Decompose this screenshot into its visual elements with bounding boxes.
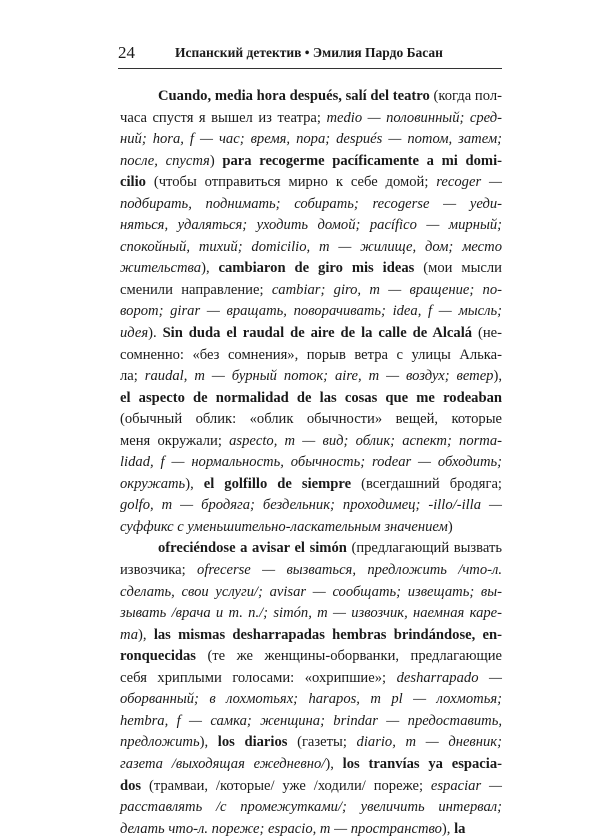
translation-text: (предлагающий вызвать (346, 540, 503, 557)
translation-text: (не- (472, 325, 502, 342)
translation-text: (обычный облик: «облик обычности» вещей, которые (120, 411, 502, 428)
translation-text: ), (185, 475, 204, 492)
text-line (120, 474, 502, 496)
translation-text: ). (148, 325, 163, 342)
glossary-note: делать что-л. пореже; espacio, m — пространство (120, 820, 442, 837)
glossary-note: golfo, m — бродяга; бездельник; проходимец; -illo/-illa — (120, 497, 502, 514)
text-line (120, 582, 502, 604)
translation-text: сменили направление; (120, 281, 272, 298)
translation-text: ), (201, 260, 219, 277)
glossary-note: газета /выходящая ежедневно/ (120, 755, 326, 772)
spanish-phrase: para recogerme pacíficamente a mi domi- (222, 152, 502, 169)
spanish-phrase: ronquecidas (120, 648, 196, 665)
glossary-note: medio — половинный; сред- (326, 109, 502, 126)
text-line (120, 151, 502, 173)
glossary-note: после, спустя (120, 152, 210, 169)
text-line (120, 323, 502, 345)
text-line (120, 431, 502, 453)
text-line (120, 646, 502, 668)
glossary-note: та (120, 626, 139, 643)
glossary-note: спокойный, тихий; domicilio, m — жилище, дом; место (120, 238, 502, 255)
text-line (120, 517, 502, 539)
glossary-note: суффикс с уменьшительно-ласкательным значением (120, 518, 448, 535)
glossary-note: сделать, свои услуги/; avisar — сообщать; извещать; вы- (120, 583, 502, 600)
text-line (120, 388, 502, 410)
translation-text: , (498, 368, 503, 385)
text-line (120, 172, 502, 194)
translation-text: ), (441, 820, 455, 837)
translation-text: меня окружали; (120, 432, 230, 449)
glossary-note: оборванный; в лохмотьях; harapos, m pl — лохмотья; (120, 691, 502, 708)
text-line (120, 280, 502, 302)
glossary-note: расставлять /с промежутками/; увеличить интервал; (120, 799, 502, 816)
text-line (120, 495, 502, 517)
translation-text: (мои мысли (414, 260, 502, 277)
glossary-note: зывать /врача и т. п./; simón, m — извозчик, наемная каре- (120, 605, 502, 622)
translation-text: (когда пол- (429, 88, 502, 104)
translation-text: ), (199, 734, 218, 751)
spanish-phrase: cambiaron de giro mis ideas (218, 260, 415, 277)
glossary-note: идея (120, 325, 149, 342)
text-line (120, 194, 502, 216)
spanish-phrase: los diarios (217, 734, 288, 751)
text-line (120, 345, 502, 367)
glossary-note: подбирать, поднимать; собирать; recogerse — уеди- (120, 195, 502, 212)
page-header (118, 40, 502, 69)
spanish-phrase: la (454, 820, 466, 837)
glossary-note: recoger — (436, 174, 503, 191)
text-line (120, 258, 502, 280)
glossary-note: diario, m — дневник; (356, 734, 502, 751)
spanish-phrase: el aspecto de normalidad de las cosas que me rodeaban (120, 389, 502, 406)
text-line (120, 215, 502, 237)
body-text (120, 86, 502, 840)
text-line (120, 301, 502, 323)
translation-text: ) (209, 152, 223, 169)
text-line (120, 237, 502, 259)
translation-text: ), (138, 626, 154, 643)
spanish-phrase: el golfillo de siempre (203, 475, 352, 492)
text-line (120, 711, 502, 733)
glossary-note: няться, удаляться; уходить домой; pacífico — мирный; (120, 217, 502, 234)
glossary-note: raudal, m — бурный поток; aire, m — воздух; ветер (144, 368, 494, 385)
translation-text: (всегдашний бродяга; (351, 475, 502, 492)
text-line (120, 366, 502, 388)
translation-text: (чтобы отправиться мирно к себе домой; (145, 174, 437, 191)
glossary-note: окружать (120, 475, 186, 492)
text-line (120, 732, 502, 754)
spanish-phrase: ofreciéndose a avisar el simón (158, 540, 347, 557)
translation-text: часа спустя я вышел из театра; (120, 109, 327, 126)
text-line (120, 86, 502, 108)
translation-text: ) (447, 518, 453, 535)
glossary-note: предложить (120, 734, 200, 751)
translation-text: (те же женщины-оборванки, предлагающие (195, 648, 502, 665)
running-title: Испанский детектив • Эмилия Пардо Басан (175, 45, 443, 60)
glossary-note: ний; hora, f — час; время, пора; después — потом, затем; (120, 131, 502, 148)
glossary-note: жительства (120, 260, 202, 277)
text-line (120, 409, 502, 431)
glossary-note: aspecto, m — вид; облик; аспект; norma- (229, 432, 502, 449)
spanish-phrase: Sin duda el raudal de aire de la calle de Alcalá (162, 325, 473, 342)
glossary-note: lidad, f — нормальность, обычность; rodear — обходить; (120, 454, 502, 471)
spanish-phrase: cilio (120, 174, 146, 191)
page-number: 24 (118, 43, 135, 62)
glossary-note: ofrecerse — вызваться, предложить /что-л. (197, 562, 502, 579)
text-line (120, 754, 502, 776)
translation-text: извозчика; (120, 562, 198, 579)
text-line (120, 560, 502, 582)
text-line (120, 108, 502, 130)
text-line (120, 668, 502, 690)
spanish-phrase: Cuando, media hora después, salí del teatro (158, 88, 430, 104)
translation-text: ), (325, 755, 343, 772)
glossary-note: cambiar; giro, m — вращение; по- (271, 281, 502, 298)
glossary-note: espaciar — (430, 777, 503, 794)
translation-text: (газеты; (287, 734, 357, 751)
text-line (120, 603, 502, 625)
glossary-note: ворот; girar — вращать, поворачивать; idea, f — мысль; (120, 303, 502, 320)
text-line (120, 452, 502, 474)
spanish-phrase: los tranvías ya espacia- (342, 755, 502, 772)
translation-text: ла; (120, 368, 145, 385)
text-line (120, 776, 502, 798)
text-line (120, 625, 502, 647)
translation-text: ) (493, 368, 499, 385)
spanish-phrase: las mismas desharrapadas hembras brindándose, en- (153, 626, 502, 643)
text-line (120, 538, 502, 560)
text-line (120, 129, 502, 151)
glossary-note: hembra, f — самка; женщина; brindar — предоставить, (120, 712, 502, 729)
translation-text: сомненно: «без сомнения», порыв ветра с улицы Алька- (120, 346, 502, 363)
text-line (120, 819, 502, 840)
text-line (120, 689, 502, 711)
spanish-phrase: dos (120, 777, 142, 794)
translation-text: (трамваи, /которые/ уже /ходили/ пореже; (141, 777, 431, 794)
translation-text: себя хриплыми голосами: «охрипшие»; (120, 669, 397, 686)
text-line (120, 797, 502, 819)
glossary-note: desharrapado — (396, 669, 503, 686)
